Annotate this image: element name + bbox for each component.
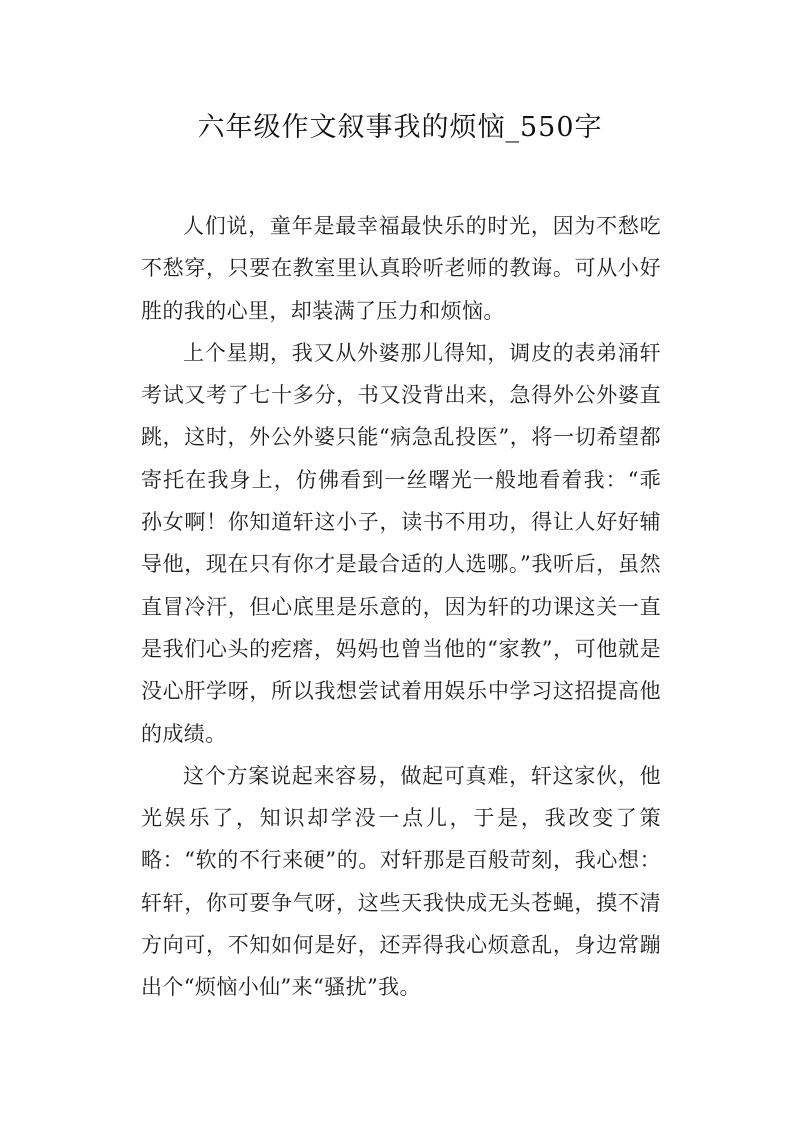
- document-body: [141, 205, 661, 1009]
- document-title: 六年级作文叙事我的烦恼_550字: [197, 112, 603, 143]
- paragraph-1: 人们说，童年是最幸福最快乐的时光，因为不愁吃不愁穿，只要在教室里认真聆听老师的教诲。可从小好胜的我的心里，却装满了压力和烦恼。: [141, 214, 661, 323]
- paragraph-2: 上个星期，我又从外婆那儿得知，调皮的表弟涌轩考试又考了七十多分，书又没背出来，急得外公外婆直跳，这时，外公外婆只能“病急乱投医”，将一切希望都寄托在我身上，仿佛看到一丝曙光一般地看着我：“乖孙女啊！你知道轩这小子，读书不用功，得让人好好辅导他，现在只有你才是最合适的人选哪。”我听后，虽然直冒冷汗，但心底里是乐意的，因为轩的功课这关一直是我们心头的疙瘩，妈妈也曾当他的“家教”，可他就是没心肝学呀，所以我想尝试着用娱乐中学习这招提高他的成绩。: [141, 340, 661, 746]
- paragraph-3: 这个方案说起来容易，做起可真难，轩这家伙，他光娱乐了，知识却学没一点儿，于是，我改变了策略：“软的不行来硬”的。对轩那是百般苛刻，我心想：轩轩，你可要争气呀，这些天我快成无头苍蝇，摸不清方向可，不知如何是好，还弄得我心烦意乱，身边常蹦出个“烦恼小仙”来“骚扰”我。: [141, 763, 661, 1000]
